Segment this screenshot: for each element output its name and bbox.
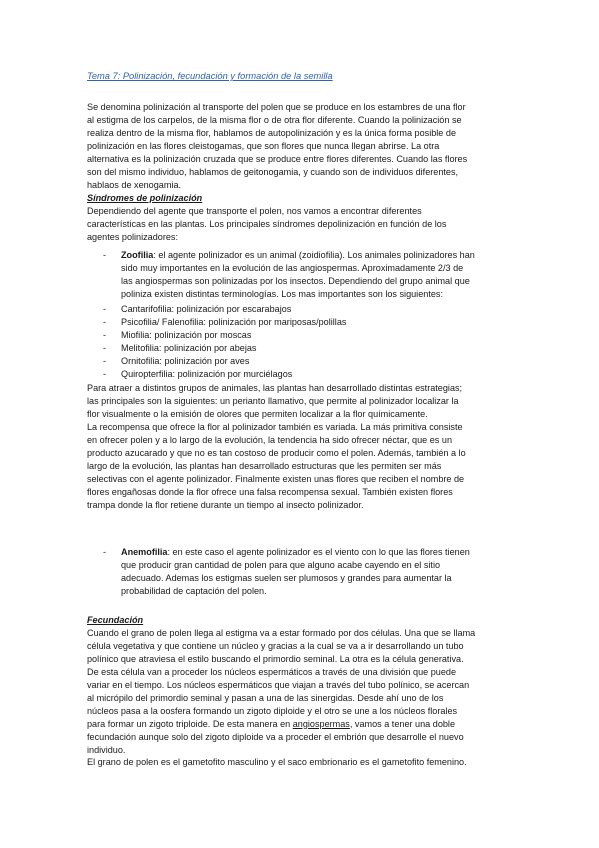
- zoofilia-item: [103, 249, 523, 301]
- fecundacion-line: célula vegetativa y que contiene un núcleo y gracias a la cual se va a ir desarrollando un tubo: [87, 640, 464, 651]
- list-dash: -: [103, 369, 107, 379]
- intro-paragraph: [87, 101, 517, 243]
- list-dash: -: [103, 330, 107, 340]
- fecundacion-line: variar en el tiempo. Los núcleos espermáticos que viajan a través del tubo polínico, se acercan: [87, 679, 470, 690]
- fecundacion-line: núcleos pasa a la oosfera formando un zigoto diploide y el otro se une a los núcleos florales: [87, 705, 458, 716]
- document-title: Tema 7: Polinización, fecundación y formación de la semilla: [87, 71, 333, 81]
- subtype-text: Ornitofilia: polinización por aves: [121, 356, 250, 366]
- fecundacion-section: [87, 614, 517, 769]
- fecundacion-line-tail: , vamos a tener una doble: [349, 718, 456, 729]
- list-dash: -: [103, 317, 107, 327]
- anemofilia-item: [103, 546, 523, 600]
- anemofilia-line: adecuado. Ademas los estigmas suelen ser plumosos y grandes para aumentar la: [121, 572, 452, 583]
- list-dash: -: [103, 343, 107, 353]
- anemofilia-line: que producir gran cantidad de polen para que alguno acabe cayendo en el sitio: [121, 559, 441, 570]
- subtype-text: Cantarifofilia: polinización por escarabajos: [121, 304, 292, 314]
- fecundacion-line: Cuando el grano de polen llega al estigma va a estar formado por dos células. Una que se llama: [87, 627, 476, 638]
- subtype-text: Quiropterfilia: polinización por murciélagos: [121, 369, 293, 379]
- fecundacion-line: De esta célula van a proceder los núcleos espermáticos a través de una división que puede: [87, 666, 457, 677]
- list-item: [103, 329, 523, 342]
- list-item: [103, 368, 523, 381]
- list-dash: -: [103, 250, 107, 260]
- fecundacion-heading: Fecundación: [87, 615, 144, 625]
- fecundacion-line: polínico que atraviesa el estilo buscando el primordio seminal. La otra es la célula generativa.: [87, 653, 464, 664]
- list-dash: -: [103, 547, 107, 557]
- fecundacion-line: al micrópilo del primordio seminal y pasan a una de las sinergidas. Desde ahí uno de los: [87, 692, 444, 703]
- list-item: [103, 303, 523, 316]
- list-item: [103, 355, 523, 368]
- recompensa-line: flores engañosas donde la flor ofrece una falsa recompensa sexual. También existen flores: [87, 486, 453, 497]
- subtype-text: Miofilia: polinización por moscas: [121, 330, 252, 340]
- recompensa-line: en ofrecer polen y a lo largo de la evolución, la tendencia ha sido ofrecer néctar, que es un: [87, 434, 452, 445]
- fecundacion-line: individuo.: [87, 744, 126, 755]
- atraer-line: las principales son la siguientes: un perianto llamativo, que permite al polinizador localizar la: [87, 395, 459, 406]
- recompensa-line: La recompensa que ofrece la flor al polinizador también es variada. La más primitiva consiste: [87, 421, 463, 432]
- fecundacion-line: fecundación aunque solo del zigoto diploide va a proceder el embrión que desarrolle el nuevo: [87, 731, 464, 742]
- zoofilia-line: poliniza existen distintas terminologías. Los mas importantes son los siguientes:: [121, 288, 443, 299]
- zoofilia-line: las angiospermas son polinizadas por los insectos. Dependiendo del grupo animal que: [121, 275, 470, 286]
- intro-line: Se denomina polinización al transporte del polen que se produce en los estambres de una flor: [87, 102, 466, 112]
- intro-line: al estigma de los carpelos, de la misma flor o de otra flor diferente. Cuando la polinización se: [87, 114, 462, 125]
- atraer-line: Para atraer a distintos grupos de animales, las plantas han desarrollado distintas estrategias;: [87, 383, 463, 393]
- fecundacion-line: para formar un zigoto triploide. De esta manera en: [87, 718, 293, 729]
- list-item: [103, 316, 523, 329]
- subtype-text: Psicofilia/ Falenofilia: polinización por mariposas/polillas: [121, 317, 347, 327]
- subtype-text: Melitofilia: polinización por abejas: [121, 343, 257, 353]
- list-dash: -: [103, 356, 107, 366]
- zoofilia-line: sido muy importantes en la evolución de las angiospermas. Aproximadamente 2/3 de: [121, 262, 464, 273]
- list-dash: -: [103, 304, 107, 314]
- anemofilia-line: probabilidad de captación del polen.: [121, 585, 267, 596]
- sindromes-intro-line: agentes polinizadores:: [87, 231, 178, 242]
- fecundacion-line: El grano de polen es el gametofito masculino y el saco embrionario es el gametofito femenino.: [87, 757, 467, 768]
- sindromes-heading: Síndromes de polinización: [87, 192, 203, 203]
- zoofilia-term: Zoofilia: [121, 250, 154, 260]
- intro-line: realiza dentro de la misma flor, hablamos de autopolinización y es la única forma posible de: [87, 127, 457, 138]
- sindromes-intro-line: Dependiendo del agente que transporte el polen, nos vamos a encontrar diferentes: [87, 205, 422, 216]
- intro-line: hablaos de xenogamia.: [87, 179, 182, 190]
- atraer-line: flor visualmente o la emisión de olores que permiten localizar a la flor químicamente.: [87, 408, 428, 419]
- atraer-paragraph: [87, 382, 517, 512]
- sindromes-intro-line: características en las plantas. Los principales síndromes depolinización en función de los: [87, 218, 447, 229]
- intro-line: polinización en las flores cleistogamas, que son flores que nunca llegan abrirse. La otra: [87, 140, 440, 151]
- recompensa-line: selectivas con el agente polinizador. Finalmente existen unas flores que reciben el nombre de: [87, 473, 465, 484]
- angiospermas-term: angiospermas: [292, 718, 350, 729]
- zoofilia-subtypes-list: [103, 303, 523, 381]
- anemofilia-line: : en este caso el agente polinizador es el viento con lo que las flores tienen: [167, 547, 470, 557]
- recompensa-line: trampa donde la flor retiene durante un tiempo al insecto polinizador.: [87, 499, 364, 510]
- list-item: [103, 342, 523, 355]
- intro-line: alternativa es la polinización cruzada que se produce entre flores diferentes. Cuando las flores: [87, 153, 468, 164]
- anemofilia-term: Anemofilia: [121, 547, 168, 557]
- zoofilia-line: : el agente polinizador es un animal (zoidiofilia). Los animales polinizadores han: [153, 250, 475, 260]
- intro-line: son del mismo individuo, hablamos de geitonogamia, y cuando son de individuos diferentes,: [87, 166, 459, 177]
- recompensa-line: producto azucarado y que no es tan costoso de producir como el polen. Además, también a lo: [87, 447, 466, 458]
- recompensa-line: largo de la evolución, las plantas han desarrollado estructuras que les permiten ser más: [87, 460, 442, 471]
